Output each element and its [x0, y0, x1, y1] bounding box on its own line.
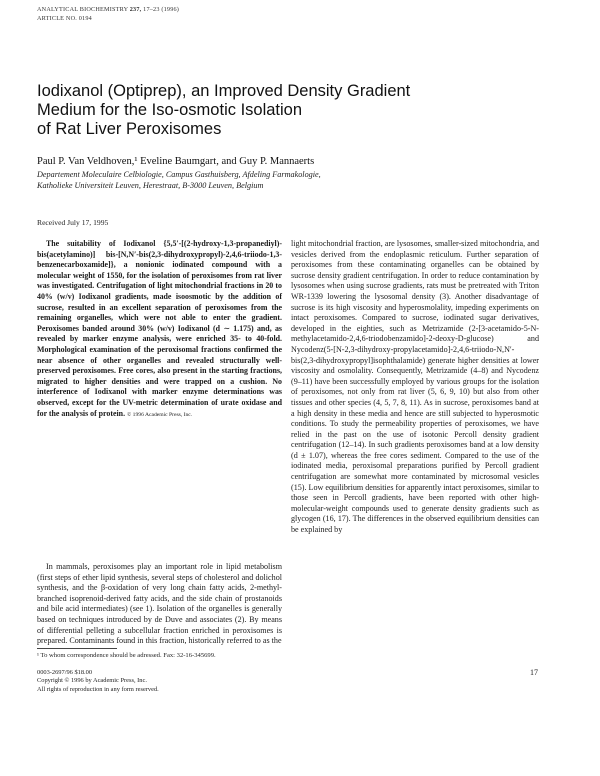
abstract	[37, 239, 282, 420]
abstract-paragraph	[37, 239, 282, 420]
title-line-3: of Rat Liver Peroxisomes	[37, 120, 222, 138]
abstract-text: The suitability of Iodixanol {5,5′-[(2-hydroxy-1,3-propanediyl)-bis(acetylamino)] bis-[N,N′-bis(2,3-dihydroxypropyl)-2,4,6-triiodo-1,3-benzenecarboxamide]}, a nonionic iodinated compound with a molecular weight of 1550, for the isolation of peroxisomes from rat liver was investigated. Centrifugation of light mitochondrial fractions in 20 to 40% (w/v) Iodixanol gradients, made isoosmotic by the addition of sucrose, resulted in an excellent separation of peroxisomes from the remaining organelles, which were not able to enter the gradient. Peroxisomes banded around 30% (w/v) Iodixanol (d ∼ 1.175) and, as revealed by marker enzyme analysis, were enriched 35- to 40-fold. Morphological examination of the peroxisomal fractions confirmed the near absence of other organelles and revealed structurally well-preserved peroxisomes. Free cores, also present in the starting fractions, migrated to higher densities and were trapped on a cushion. No interference of Iodixanol with marker enzyme determinations was observed, except for the UV-metric determination of urate oxidase and for the analysis of protein.	[37, 239, 282, 418]
author-list: Paul P. Van Veldhoven,¹ Eveline Baumgart, and Guy P. Mannaerts	[37, 156, 315, 167]
journal-citation	[37, 6, 179, 15]
abstract-copyright: © 1996 Academic Press, Inc.	[127, 411, 193, 418]
issn-price: 0003-2697/96 $18.00	[37, 669, 93, 676]
journal-volume: 237,	[129, 6, 142, 13]
affiliation-line-2: Katholieke Universiteit Leuven, Herestraat, B-3000 Leuven, Belgium	[37, 180, 264, 190]
article-title	[37, 82, 417, 139]
rights-reserved: All rights of reproduction in any form reserved.	[37, 685, 159, 693]
title-line-2: Medium for the Iso-osmotic Isolation	[37, 101, 303, 119]
correspondence-footnote: ¹ To whom correspondence should be adressed. Fax: 32-16-345699.	[37, 652, 216, 659]
journal-name: ANALYTICAL BIOCHEMISTRY	[37, 6, 129, 13]
copyright-notice: Copyright © 1996 by Academic Press, Inc.	[37, 677, 147, 685]
right-column-paragraph: light mitochondrial fraction, are lysosomes, smaller-sized mitochondria, and vesicles derived from the endoplasmic reticulum. Further separation of peroxisomes from these contaminating organelles can be obtained by sucrose density gradient centrifugation. In order to reduce contamination by lysosomes when using sucrose gradients, rats must be pretreated with Triton WR-1339 lowering the lysosomal density (3). Another disadvantage of sucrose is its high viscosity and hyperosmolality, impeding experiments on intact peroxisomes. Compared to sucrose, iodinated sugar derivatives, developed in the eighties, such as Metrizamide (2-[3-acetamido-5-N-methylacetamido-2,4,6-triodobenzamido]-2-deoxy-D-glucose) and Nycodenz(5-[N-2,3-dihydroxy-propylacetamido]-2,4,6-triiodo-N,N′-bis(2,3-dihydroxypropyl]isophthalamide) generate higher densities at lower viscosity and osmolality. Consequently, Metrizamide (4–8) and Nycodenz (9–11) have been successfully employed by various groups for the isolation of peroxisomes, not only from rat liver (5, 6, 9, 10) but also from other tissues and other species (4, 5, 7, 8, 11). As in sucrose, peroxisomes band at a high density in these media and hence are still subjected to hyperosmotic conditions. To study the permeability properties of peroxisomes, we have relied in the past on the use of isotonic Percoll density gradient centrifugation (12–14). In such gradients peroxisomes band at a low density (d ± 1.07), whereas the free cores sediment. Compared to the use of the iodinated media, peroxisomal preparations purified by Percoll gradient centrifugation are somewhat more contaminated by microsomal vesicles (15). Low equilibrium densities for apparently intact peroxisomes, similar to those seen in Percoll gradients, have been reported with other high-molecular-weight compounds used to generate density gradients such as glycogen (16, 17). The differences in the observed equilibrium densities can be explained by	[291, 239, 539, 535]
journal-pages: 17–23 (1996)	[143, 6, 180, 13]
body-right-column	[291, 239, 539, 536]
intro-paragraph: In mammals, peroxisomes play an important role in lipid metabolism (first steps of ether lipid synthesis, several steps of cholesterol and dolichol synthesis, and the β-oxidation of very long chain fatty acids, 2-methyl-branched isoprenoid-derived fatty acids, and the side chain of prostanoids and bile acid intermediates) (see 1). Isolation of the organelles is generally based on techniques introduced by de Duve and associates (2). By means of differential pelleting a subcellular fraction enriched in peroxisomes is prepared. Contaminants found in this fraction, historically referred to as the	[37, 562, 282, 646]
article-number: ARTICLE NO. 0194	[37, 14, 92, 22]
author-affiliation	[37, 170, 457, 192]
received-date: Received July 17, 1995	[37, 218, 109, 227]
title-line-1: Iodixanol (Optiprep), an Improved Density Gradient	[37, 82, 411, 100]
affiliation-line-1: Departement Moleculaire Celbiologie, Campus Gasthuisberg, Afdeling Farmakologie,	[37, 170, 321, 179]
journal-header	[37, 6, 179, 23]
introduction-left-column	[37, 562, 282, 647]
page-number: 17	[530, 668, 538, 677]
footnote-divider	[37, 648, 117, 649]
copyright-block	[37, 669, 159, 694]
